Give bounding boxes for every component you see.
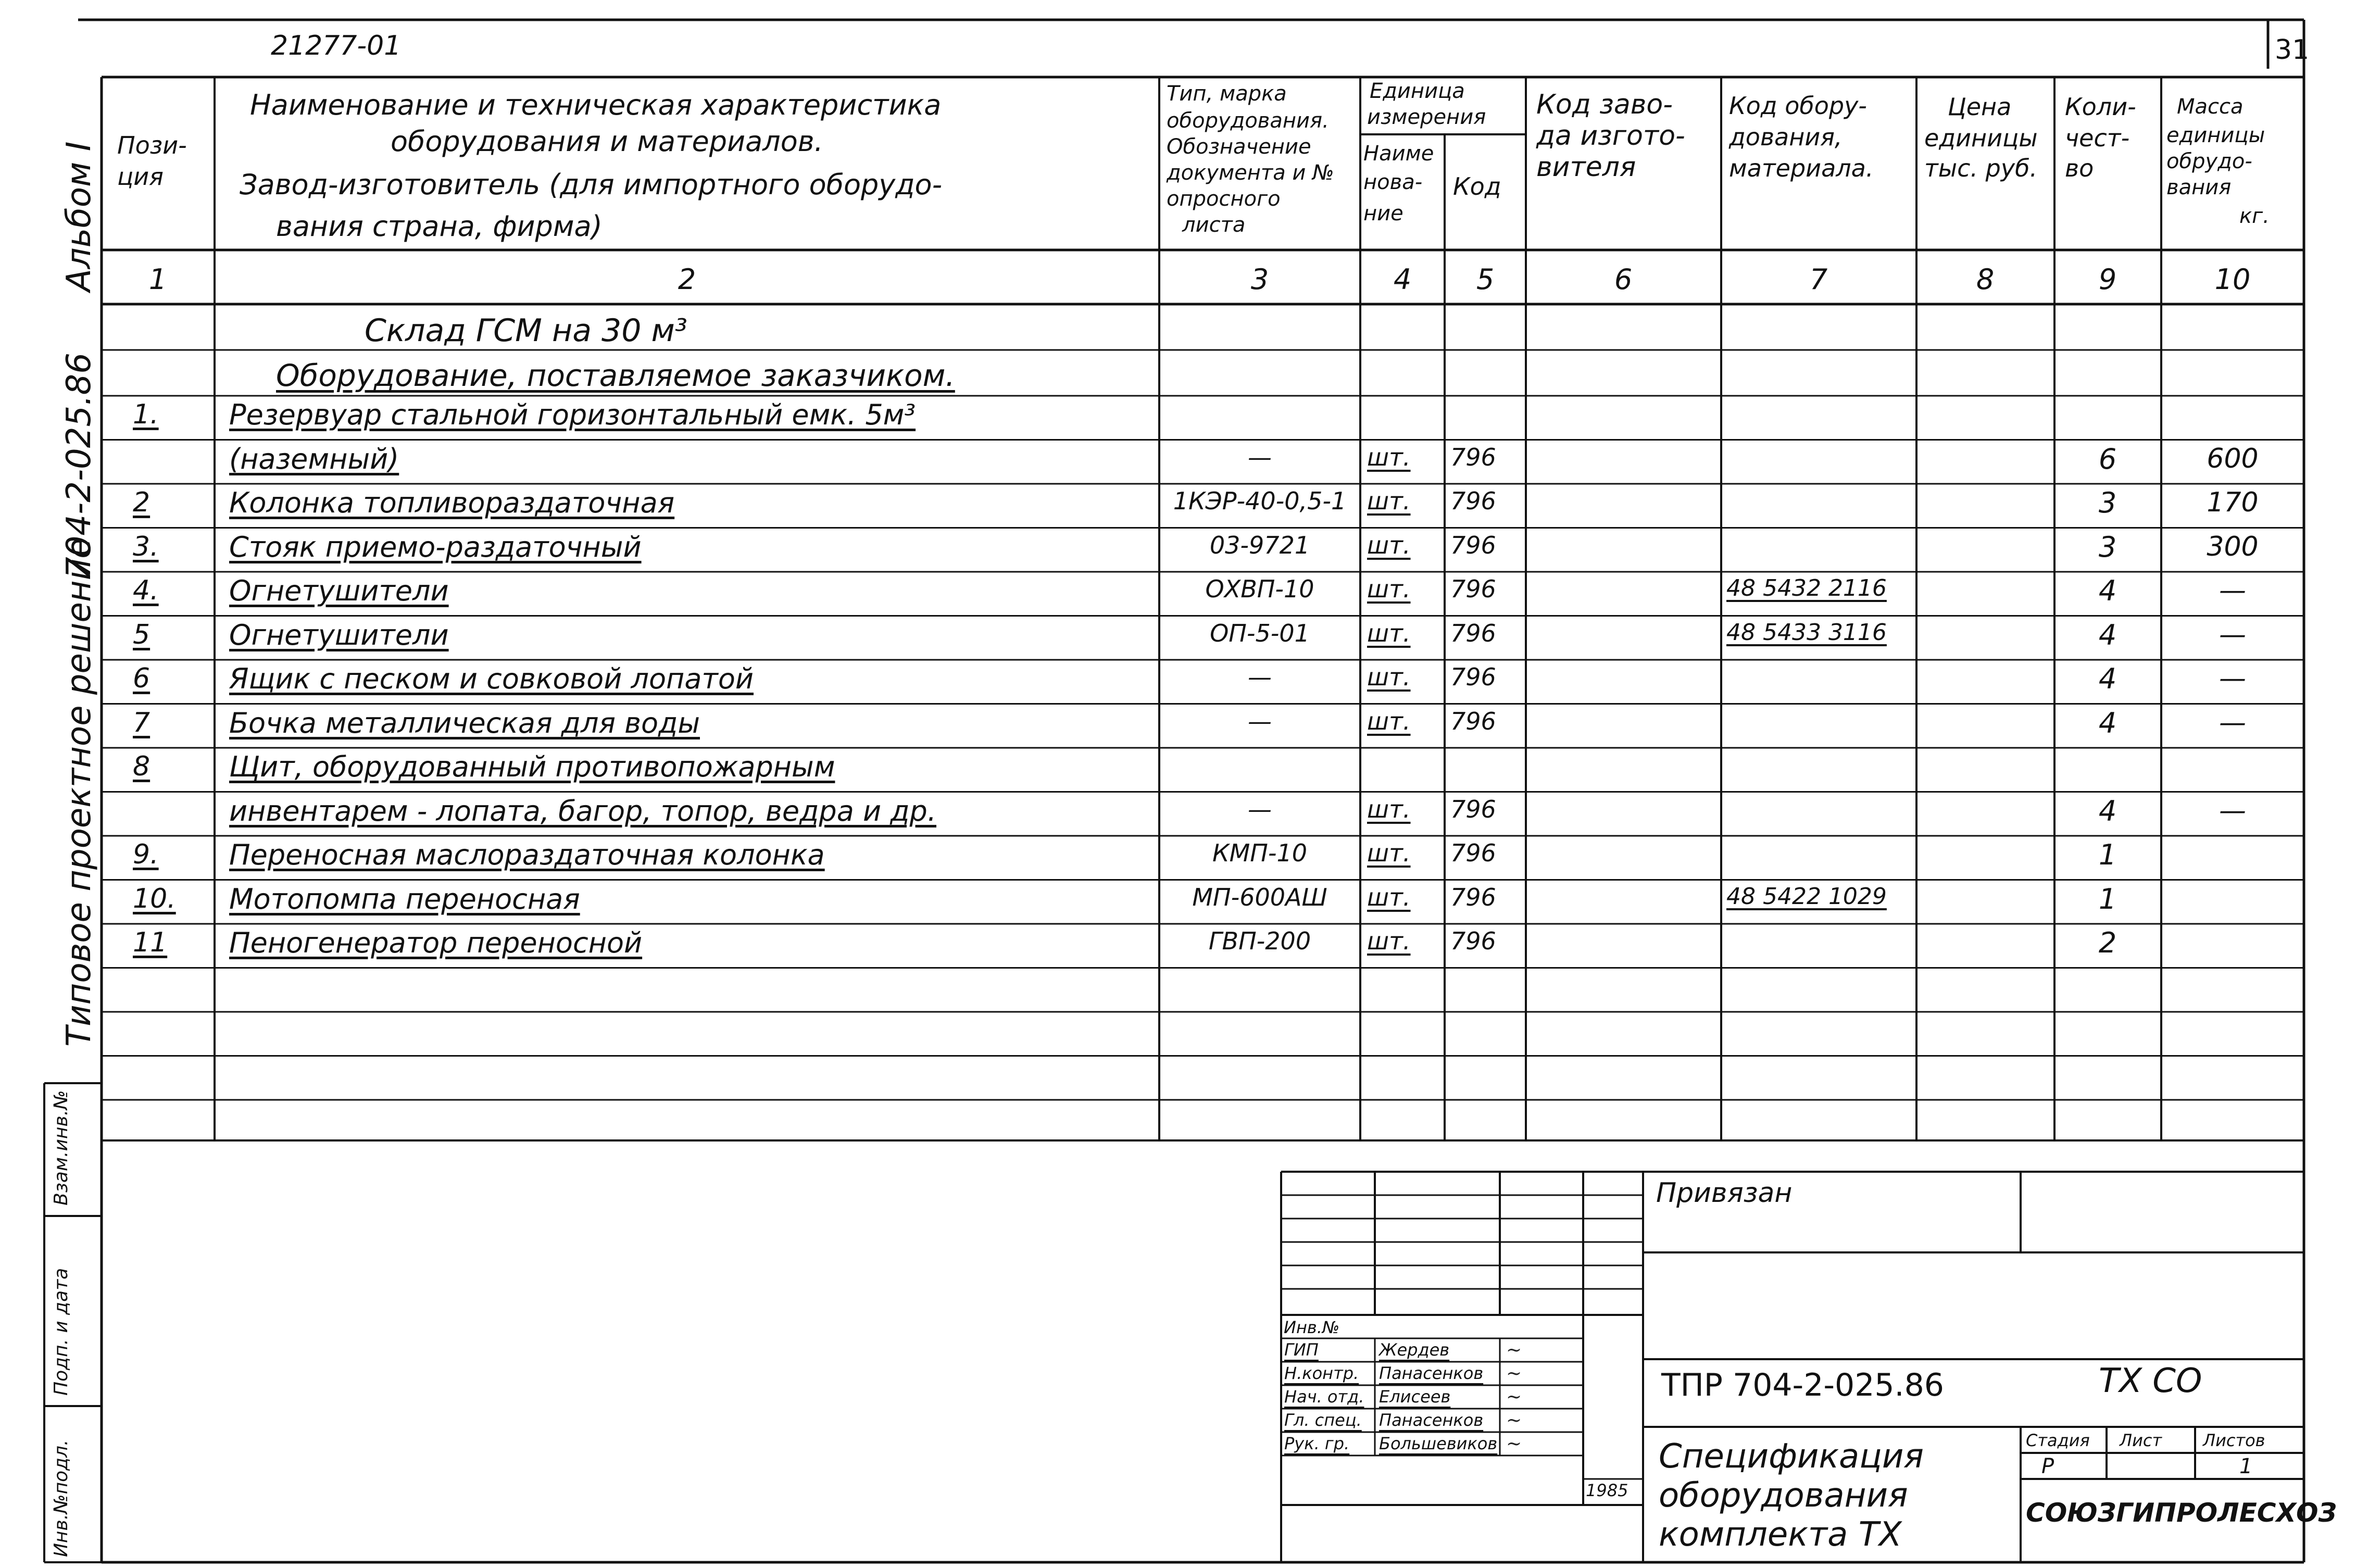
row-unit-code: 796 xyxy=(1450,575,1496,603)
column-number: 10 xyxy=(2214,263,2251,296)
row-position: 3. xyxy=(133,531,159,562)
row-quantity: 3 xyxy=(2098,486,2117,519)
row-mass: — xyxy=(2219,575,2246,606)
row-name: Огнетушители xyxy=(229,618,449,651)
row-position: 5 xyxy=(133,619,151,650)
row-position: 2 xyxy=(133,487,151,518)
row-unit-code: 796 xyxy=(1450,927,1496,955)
doc-code: 21277-01 xyxy=(271,30,402,61)
row-unit-code: 796 xyxy=(1450,795,1496,823)
sheets-value: 1 xyxy=(2239,1454,2253,1478)
row-unit: шт. xyxy=(1367,663,1411,691)
row-name: Щит, оборудованный противопожарным xyxy=(229,750,835,783)
row-quantity: 4 xyxy=(2098,706,2117,739)
row-position: 11 xyxy=(133,927,168,958)
stamp-label-signature: Подп. и дата xyxy=(51,1268,72,1396)
row-name: Пеногенератор переносной xyxy=(229,926,643,959)
row-type: — xyxy=(1248,663,1272,691)
col-header-name-line2: оборудования и материалов. xyxy=(391,125,823,158)
doc-designation: ТПР 704-2-025.86 xyxy=(1661,1367,1944,1403)
side-project-type: Типовое проектное решение xyxy=(60,538,98,1047)
col-header-position: Пози- ция xyxy=(117,131,187,191)
row-quantity: 6 xyxy=(2098,442,2117,475)
row-position: 10. xyxy=(133,883,176,914)
row-quantity: 2 xyxy=(2098,926,2117,959)
row-position: 9. xyxy=(133,839,159,870)
row-position: 1. xyxy=(133,399,159,430)
row-material-code: 48 5432 2116 xyxy=(1726,575,1887,601)
row-quantity: 4 xyxy=(2098,574,2117,607)
row-quantity: 4 xyxy=(2098,794,2117,827)
row-unit-code: 796 xyxy=(1450,443,1496,471)
column-number: 2 xyxy=(678,263,696,296)
role-person: Елисеев xyxy=(1379,1387,1451,1407)
role-title: ГИП xyxy=(1284,1340,1319,1360)
row-name: Стояк приемо-раздаточный xyxy=(229,530,642,563)
col-header-name-line4: вания страна, фирма) xyxy=(276,210,603,243)
column-number: 1 xyxy=(148,263,167,296)
row-type: 03-9721 xyxy=(1209,531,1310,559)
row-name: Колонка топливораздаточная xyxy=(229,486,675,519)
row-unit: шт. xyxy=(1367,531,1411,559)
sheet-number: 31 xyxy=(2275,34,2310,66)
row-unit: шт. xyxy=(1367,927,1411,955)
row-mass: — xyxy=(2219,707,2246,738)
row-name: Резервуар стальной горизонтальный емк. 5м³ xyxy=(229,398,916,431)
year-label: 1985 xyxy=(1586,1481,1628,1500)
row-quantity: 4 xyxy=(2098,662,2117,695)
row-name: Огнетушители xyxy=(229,574,449,607)
row-name: инвентарем - лопата, багор, топор, ведра и др. xyxy=(229,794,936,827)
row-unit: шт. xyxy=(1367,575,1411,603)
role-title: Гл. спец. xyxy=(1284,1410,1362,1430)
row-unit: шт. xyxy=(1367,839,1411,867)
column-number: 7 xyxy=(1809,263,1828,296)
section-title: Склад ГСМ на 30 м³ xyxy=(365,312,687,349)
row-type: 1КЭР-40-0,5-1 xyxy=(1173,487,1347,515)
col-header-name-line1: Наименование и техническая характеристика xyxy=(250,89,942,121)
role-person: Панасенков xyxy=(1379,1363,1484,1383)
row-unit: шт. xyxy=(1367,487,1411,515)
inv-no-label: Инв.№ xyxy=(1284,1318,1340,1337)
column-number: 3 xyxy=(1250,263,1269,296)
title-line3: комплекта ТХ xyxy=(1659,1515,1902,1554)
side-project-code: 704-2-025.86 xyxy=(60,353,98,578)
role-person: Панасенков xyxy=(1379,1410,1484,1430)
row-quantity: 3 xyxy=(2098,530,2117,563)
column-number: 9 xyxy=(2098,263,2117,296)
organization-name: СОЮЗГИПРОЛЕСХОЗ xyxy=(2026,1498,2337,1528)
signature-mark: ~ xyxy=(1506,1339,1522,1361)
row-unit-code: 796 xyxy=(1450,663,1496,691)
stamp-label-replaced: Взам.инв.№ xyxy=(51,1090,72,1206)
col-header-unit-code: Код xyxy=(1453,172,1501,200)
row-unit-code: 796 xyxy=(1450,531,1496,559)
doc-mark: ТХ СО xyxy=(2099,1362,2202,1400)
row-unit-code: 796 xyxy=(1450,707,1496,735)
stage-label: Стадия xyxy=(2026,1431,2090,1450)
section-subtitle: Оборудование, поставляемое заказчиком. xyxy=(276,358,955,393)
row-type: ОХВП-10 xyxy=(1205,575,1314,603)
row-mass: — xyxy=(2219,619,2246,650)
row-type: ОП-5-01 xyxy=(1210,619,1310,647)
signature-mark: ~ xyxy=(1506,1363,1522,1384)
row-unit-code: 796 xyxy=(1450,883,1496,911)
row-name: Мотопомпа переносная xyxy=(229,882,580,915)
column-number: 6 xyxy=(1614,263,1633,296)
role-title: Н.контр. xyxy=(1284,1363,1359,1383)
row-name: (наземный) xyxy=(229,442,399,475)
row-type: — xyxy=(1248,443,1272,471)
privyazan-label: Привязан xyxy=(1656,1177,1793,1209)
row-mass: 600 xyxy=(2207,443,2259,474)
column-number: 8 xyxy=(1976,263,1995,296)
row-type: ГВП-200 xyxy=(1208,927,1311,955)
row-position: 7 xyxy=(133,707,151,738)
row-unit: шт. xyxy=(1367,619,1411,647)
row-unit: шт. xyxy=(1367,883,1411,911)
row-material-code: 48 5433 3116 xyxy=(1726,619,1887,646)
row-quantity: 4 xyxy=(2098,618,2117,651)
column-number: 5 xyxy=(1476,263,1495,296)
row-name: Бочка металлическая для воды xyxy=(229,706,700,739)
row-unit: шт. xyxy=(1367,707,1411,735)
side-album: Альбом I xyxy=(60,141,98,292)
row-quantity: 1 xyxy=(2098,882,2117,915)
title-line2: оборудования xyxy=(1659,1476,1908,1515)
stage-value: Р xyxy=(2041,1454,2054,1478)
role-title: Нач. отд. xyxy=(1284,1387,1364,1407)
row-type: — xyxy=(1248,707,1272,735)
row-position: 6 xyxy=(133,663,151,694)
title-line1: Спецификация xyxy=(1659,1437,1924,1476)
sheet-label: Лист xyxy=(2120,1431,2162,1450)
row-material-code: 48 5422 1029 xyxy=(1726,883,1887,910)
stamp-label-inventory: Инв.№подл. xyxy=(51,1439,72,1557)
row-type: МП-600АШ xyxy=(1192,883,1327,911)
signature-mark: ~ xyxy=(1506,1433,1522,1454)
row-quantity: 1 xyxy=(2098,838,2117,871)
signature-mark: ~ xyxy=(1506,1410,1522,1431)
row-mass: — xyxy=(2219,795,2246,826)
row-unit-code: 796 xyxy=(1450,619,1496,647)
row-position: 8 xyxy=(133,751,151,782)
role-person: Жердев xyxy=(1379,1340,1450,1360)
row-unit-code: 796 xyxy=(1450,839,1496,867)
row-unit: шт. xyxy=(1367,795,1411,823)
row-unit: шт. xyxy=(1367,443,1411,471)
sheets-label: Листов xyxy=(2203,1431,2265,1450)
row-unit-code: 796 xyxy=(1450,487,1496,515)
row-type: КМП-10 xyxy=(1212,839,1308,867)
row-position: 4. xyxy=(133,575,159,606)
role-person: Большевиков xyxy=(1379,1434,1498,1453)
row-name: Ящик с песком и совковой лопатой xyxy=(229,662,754,695)
row-mass: 170 xyxy=(2207,487,2259,518)
row-mass: — xyxy=(2219,663,2246,694)
drawing-sheet: 21277-01 31 Альбом I 704-2-025.86 Типовое проектное решение Взам.инв.№ Подп. и дата Инв.№подл. Пози- ция Наименование и техническая характеристика оборудования и материалов. Завод-изготовитель (для импортного оборудо- вания страна, фирма) Тип, марка оборудования. Обозначение документа и № опросного листа Единица измерения Наиме нова- ние Код Код заво- да изгото- вителя Код обору- дования, материала. Цена единицы тыс. руб. Коли- чест- во Масса единицы обрудо- вания кг. 1 2 3 4 5 6 7 8 9 10 Склад ГСМ на 30 м³ Оборудование, поставляемое заказчиком. 1. Резервуар стальной горизонтальный емк. 5м³ (наземный) — шт. 796 6 600 2 Колонка топливораздаточная 1КЭР-40-0,5-1 шт. 796 3 170 3. Стояк приемо-раздаточный 03-9721 шт. 796 3 300 4. Огнетушители ОХВП-10 шт. 796 48 5432 2116 4 — 5 Огнетушители ОП-5-01 шт. 796 48 5433 3116 4 — 6 Ящик с песком и совковой лопатой — шт. 796 4 — 7 Бочка металлическая для воды — шт. 796 4 — 8 Щит, оборудованный противопожарным инвентарем - лопата, багор, топор, ведра и др. — шт. 796 4 — 9. Переносная маслораздаточная колонка КМП-10 шт. 796 1 10. Мотопомпа переносная МП-600АШ шт. 796 48 5422 1029 1 11 Пеногенератор переносной ГВП-200 шт. 796 2 Привязан Инв.№ ГИП Жердев ~ Н.контр. Панасенков ~ Нач. отд. Елисеев ~ Гл. спец. Панасенков ~ Рук. гр. Большевиков ~ 1985 ТПР 704-2-025.86 ТХ СО Спецификация оборудования комплекта ТХ Стадия Лист Листов Р 1 СОЮЗГИПРОЛЕСХОЗ xyxy=(0,0,2356,1568)
col-header-name-line3: Завод-изготовитель (для импортного оборудо- xyxy=(240,168,943,201)
column-number: 4 xyxy=(1393,263,1412,296)
row-mass: 300 xyxy=(2207,531,2259,562)
row-type: — xyxy=(1248,795,1272,823)
row-name: Переносная маслораздаточная колонка xyxy=(229,838,825,871)
role-title: Рук. гр. xyxy=(1284,1434,1350,1453)
signature-mark: ~ xyxy=(1506,1386,1522,1408)
